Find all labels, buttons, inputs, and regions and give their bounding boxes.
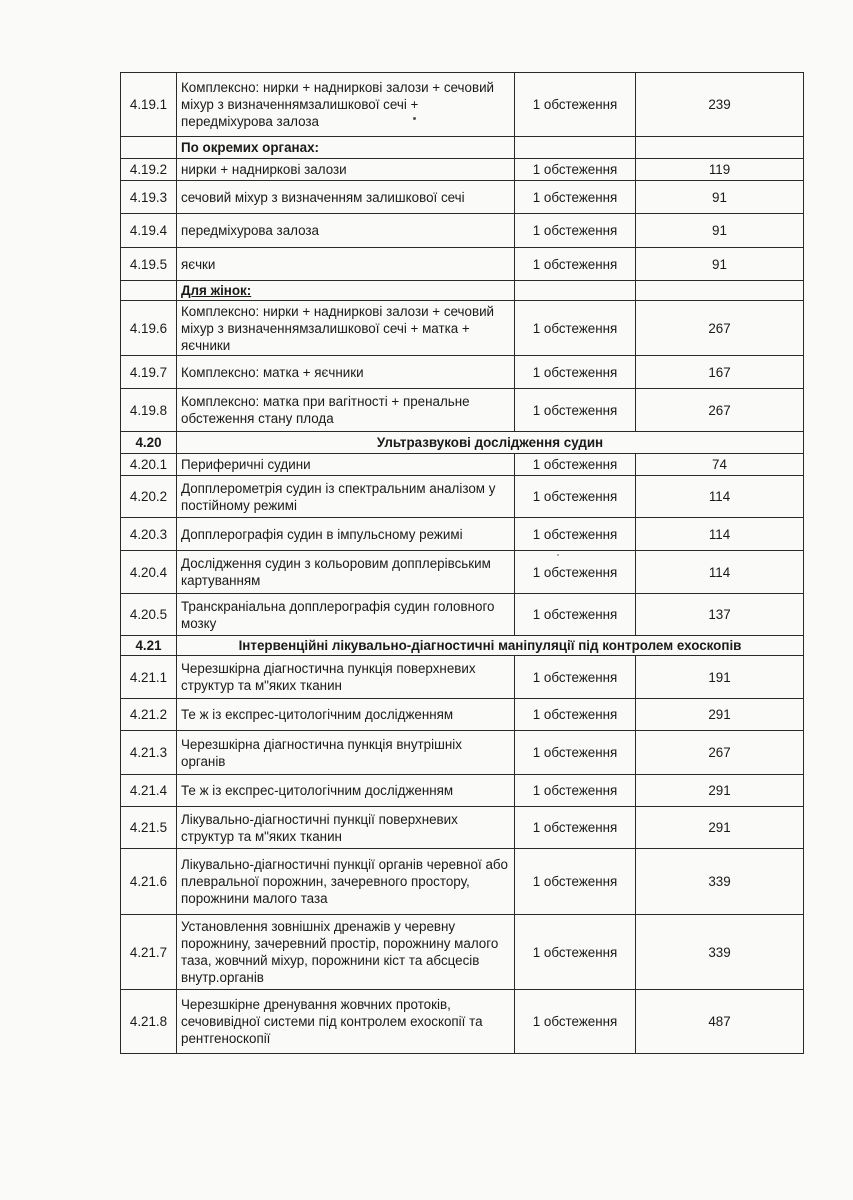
section-code: 4.20	[121, 432, 177, 454]
service-name: Черезшкірне дренування жовчних протоків, сечовивідної системи під контролем ехоскопії та рентгеноскопії	[177, 990, 515, 1054]
table-row	[121, 990, 804, 1054]
service-name: Черезшкірна діагностична пункція внутрішніх органів	[177, 731, 515, 775]
table-row	[121, 551, 804, 594]
price-value: 191	[636, 656, 804, 699]
service-name: Допплерометрія судин із спектральним аналізом у постійному режимі	[177, 476, 515, 518]
service-name: Те ж із експрес-цитологічним дослідженням	[177, 775, 515, 807]
service-name: Комплексно: нирки + надниркові залози + сечовий міхур з визначеннямзалишкової сечі + матка + яєчники	[177, 301, 515, 356]
unit-of-measure: 1 обстеження	[515, 849, 636, 915]
item-code: 4.21.5	[121, 807, 177, 849]
price-value: 91	[636, 181, 804, 214]
empty-price-cell	[636, 137, 804, 159]
item-code: 4.19.4	[121, 214, 177, 248]
unit-of-measure: 1 обстеження	[515, 73, 636, 137]
unit-of-measure: 1 обстеження	[515, 389, 636, 432]
price-value: 114	[636, 518, 804, 551]
table-row	[121, 849, 804, 915]
unit-of-measure: 1 обстеження	[515, 301, 636, 356]
service-name: Те ж із експрес-цитологічним дослідженням	[177, 699, 515, 731]
service-name: Комплексно: нирки + надниркові залози + сечовий міхур з визначеннямзалишкової сечі + передміхурова залоза	[177, 73, 515, 137]
table-row	[121, 181, 804, 214]
item-code: 4.19.6	[121, 301, 177, 356]
table-row	[121, 73, 804, 137]
item-code: 4.19.7	[121, 356, 177, 389]
table-row	[121, 389, 804, 432]
subheading-row	[121, 281, 804, 301]
unit-of-measure: 1 обстеження	[515, 990, 636, 1054]
item-code: 4.21.3	[121, 731, 177, 775]
empty-code-cell	[121, 137, 177, 159]
item-code: 4.21.2	[121, 699, 177, 731]
unit-of-measure: 1 обстеження	[515, 159, 636, 181]
empty-code-cell	[121, 281, 177, 301]
section-title: Ультразвукові дослідження судин	[177, 432, 804, 454]
unit-of-measure: 1 обстеження	[515, 454, 636, 476]
item-code: 4.19.1	[121, 73, 177, 137]
unit-of-measure: 1 обстеження	[515, 356, 636, 389]
table-row	[121, 159, 804, 181]
unit-of-measure: 1 обстеження	[515, 594, 636, 636]
section-code: 4.21	[121, 636, 177, 656]
unit-of-measure: 1 обстеження	[515, 181, 636, 214]
table-row	[121, 656, 804, 699]
price-value: 119	[636, 159, 804, 181]
scan-speck	[557, 554, 559, 556]
table-row	[121, 214, 804, 248]
empty-price-cell	[636, 281, 804, 301]
unit-of-measure: 1 обстеження	[515, 214, 636, 248]
table-row	[121, 248, 804, 281]
price-value: 74	[636, 454, 804, 476]
price-value: 267	[636, 731, 804, 775]
item-code: 4.21.8	[121, 990, 177, 1054]
table-row	[121, 775, 804, 807]
unit-of-measure: 1 обстеження	[515, 807, 636, 849]
unit-of-measure: 1 обстеження	[515, 699, 636, 731]
service-name: Комплексно: матка + яєчники	[177, 356, 515, 389]
service-name: Периферичні судини	[177, 454, 515, 476]
price-value: 91	[636, 248, 804, 281]
section-title: Інтервенційні лікувально-діагностичні маніпуляції під контролем ехоскопів	[177, 636, 804, 656]
item-code: 4.19.3	[121, 181, 177, 214]
table-row	[121, 454, 804, 476]
section-header-row	[121, 636, 804, 656]
price-table	[120, 72, 804, 1054]
subheading-label: Для жінок:	[177, 281, 515, 301]
service-name: сечовий міхур з визначенням залишкової сечі	[177, 181, 515, 214]
service-name: Комплексно: матка при вагітності + пренальне обстеження стану плода	[177, 389, 515, 432]
table-row	[121, 518, 804, 551]
price-value: 114	[636, 476, 804, 518]
item-code: 4.20.2	[121, 476, 177, 518]
service-name: Допплерографія судин в імпульсному режимі	[177, 518, 515, 551]
price-value: 91	[636, 214, 804, 248]
price-value: 267	[636, 301, 804, 356]
section-header-row	[121, 432, 804, 454]
empty-unit-cell	[515, 281, 636, 301]
service-name: Установлення зовнішніх дренажів у черевну порожнину, зачеревний простір, порожнину малого таза, жовчний міхур, порожнини кіст та абсцесів внутр.органів	[177, 915, 515, 990]
service-name: Дослідження судин з кольоровим допплерівським картуванням	[177, 551, 515, 594]
table-row	[121, 356, 804, 389]
unit-of-measure: 1 обстеження	[515, 518, 636, 551]
price-value: 267	[636, 389, 804, 432]
unit-of-measure: 1 обстеження	[515, 915, 636, 990]
price-value: 114	[636, 551, 804, 594]
table-row	[121, 731, 804, 775]
price-value: 167	[636, 356, 804, 389]
service-name: Транскраніальна допплерографія судин головного мозку	[177, 594, 515, 636]
table-row	[121, 699, 804, 731]
price-table-body	[121, 73, 804, 1054]
price-value: 137	[636, 594, 804, 636]
item-code: 4.19.5	[121, 248, 177, 281]
table-row	[121, 594, 804, 636]
item-code: 4.21.6	[121, 849, 177, 915]
table-row	[121, 301, 804, 356]
item-code: 4.21.1	[121, 656, 177, 699]
service-name: нирки + надниркові залози	[177, 159, 515, 181]
table-row	[121, 807, 804, 849]
price-value: 339	[636, 849, 804, 915]
price-value: 487	[636, 990, 804, 1054]
item-code: 4.20.5	[121, 594, 177, 636]
price-value: 339	[636, 915, 804, 990]
unit-of-measure: 1 обстеження	[515, 248, 636, 281]
item-code: 4.21.7	[121, 915, 177, 990]
scan-speck	[413, 117, 416, 120]
unit-of-measure: 1 обстеження	[515, 476, 636, 518]
service-name: Лікувально-діагностичні пункції органів черевної або плевральної порожнин, зачеревного простору, порожнини малого таза	[177, 849, 515, 915]
item-code: 4.20.1	[121, 454, 177, 476]
price-value: 291	[636, 807, 804, 849]
item-code: 4.19.8	[121, 389, 177, 432]
service-name: Черезшкірна діагностична пункція поверхневих структур та м"яких тканин	[177, 656, 515, 699]
subheading-row	[121, 137, 804, 159]
subheading-label: По окремих органах:	[177, 137, 515, 159]
service-name: Лікувально-діагностичні пункції поверхневих структур та м"яких тканин	[177, 807, 515, 849]
item-code: 4.19.2	[121, 159, 177, 181]
price-value: 291	[636, 775, 804, 807]
price-value: 291	[636, 699, 804, 731]
service-name: передміхурова залоза	[177, 214, 515, 248]
unit-of-measure: 1 обстеження	[515, 551, 636, 594]
empty-unit-cell	[515, 137, 636, 159]
service-name: яєчки	[177, 248, 515, 281]
price-value: 239	[636, 73, 804, 137]
table-row	[121, 915, 804, 990]
item-code: 4.21.4	[121, 775, 177, 807]
item-code: 4.20.3	[121, 518, 177, 551]
table-row	[121, 476, 804, 518]
unit-of-measure: 1 обстеження	[515, 656, 636, 699]
unit-of-measure: 1 обстеження	[515, 775, 636, 807]
unit-of-measure: 1 обстеження	[515, 731, 636, 775]
item-code: 4.20.4	[121, 551, 177, 594]
